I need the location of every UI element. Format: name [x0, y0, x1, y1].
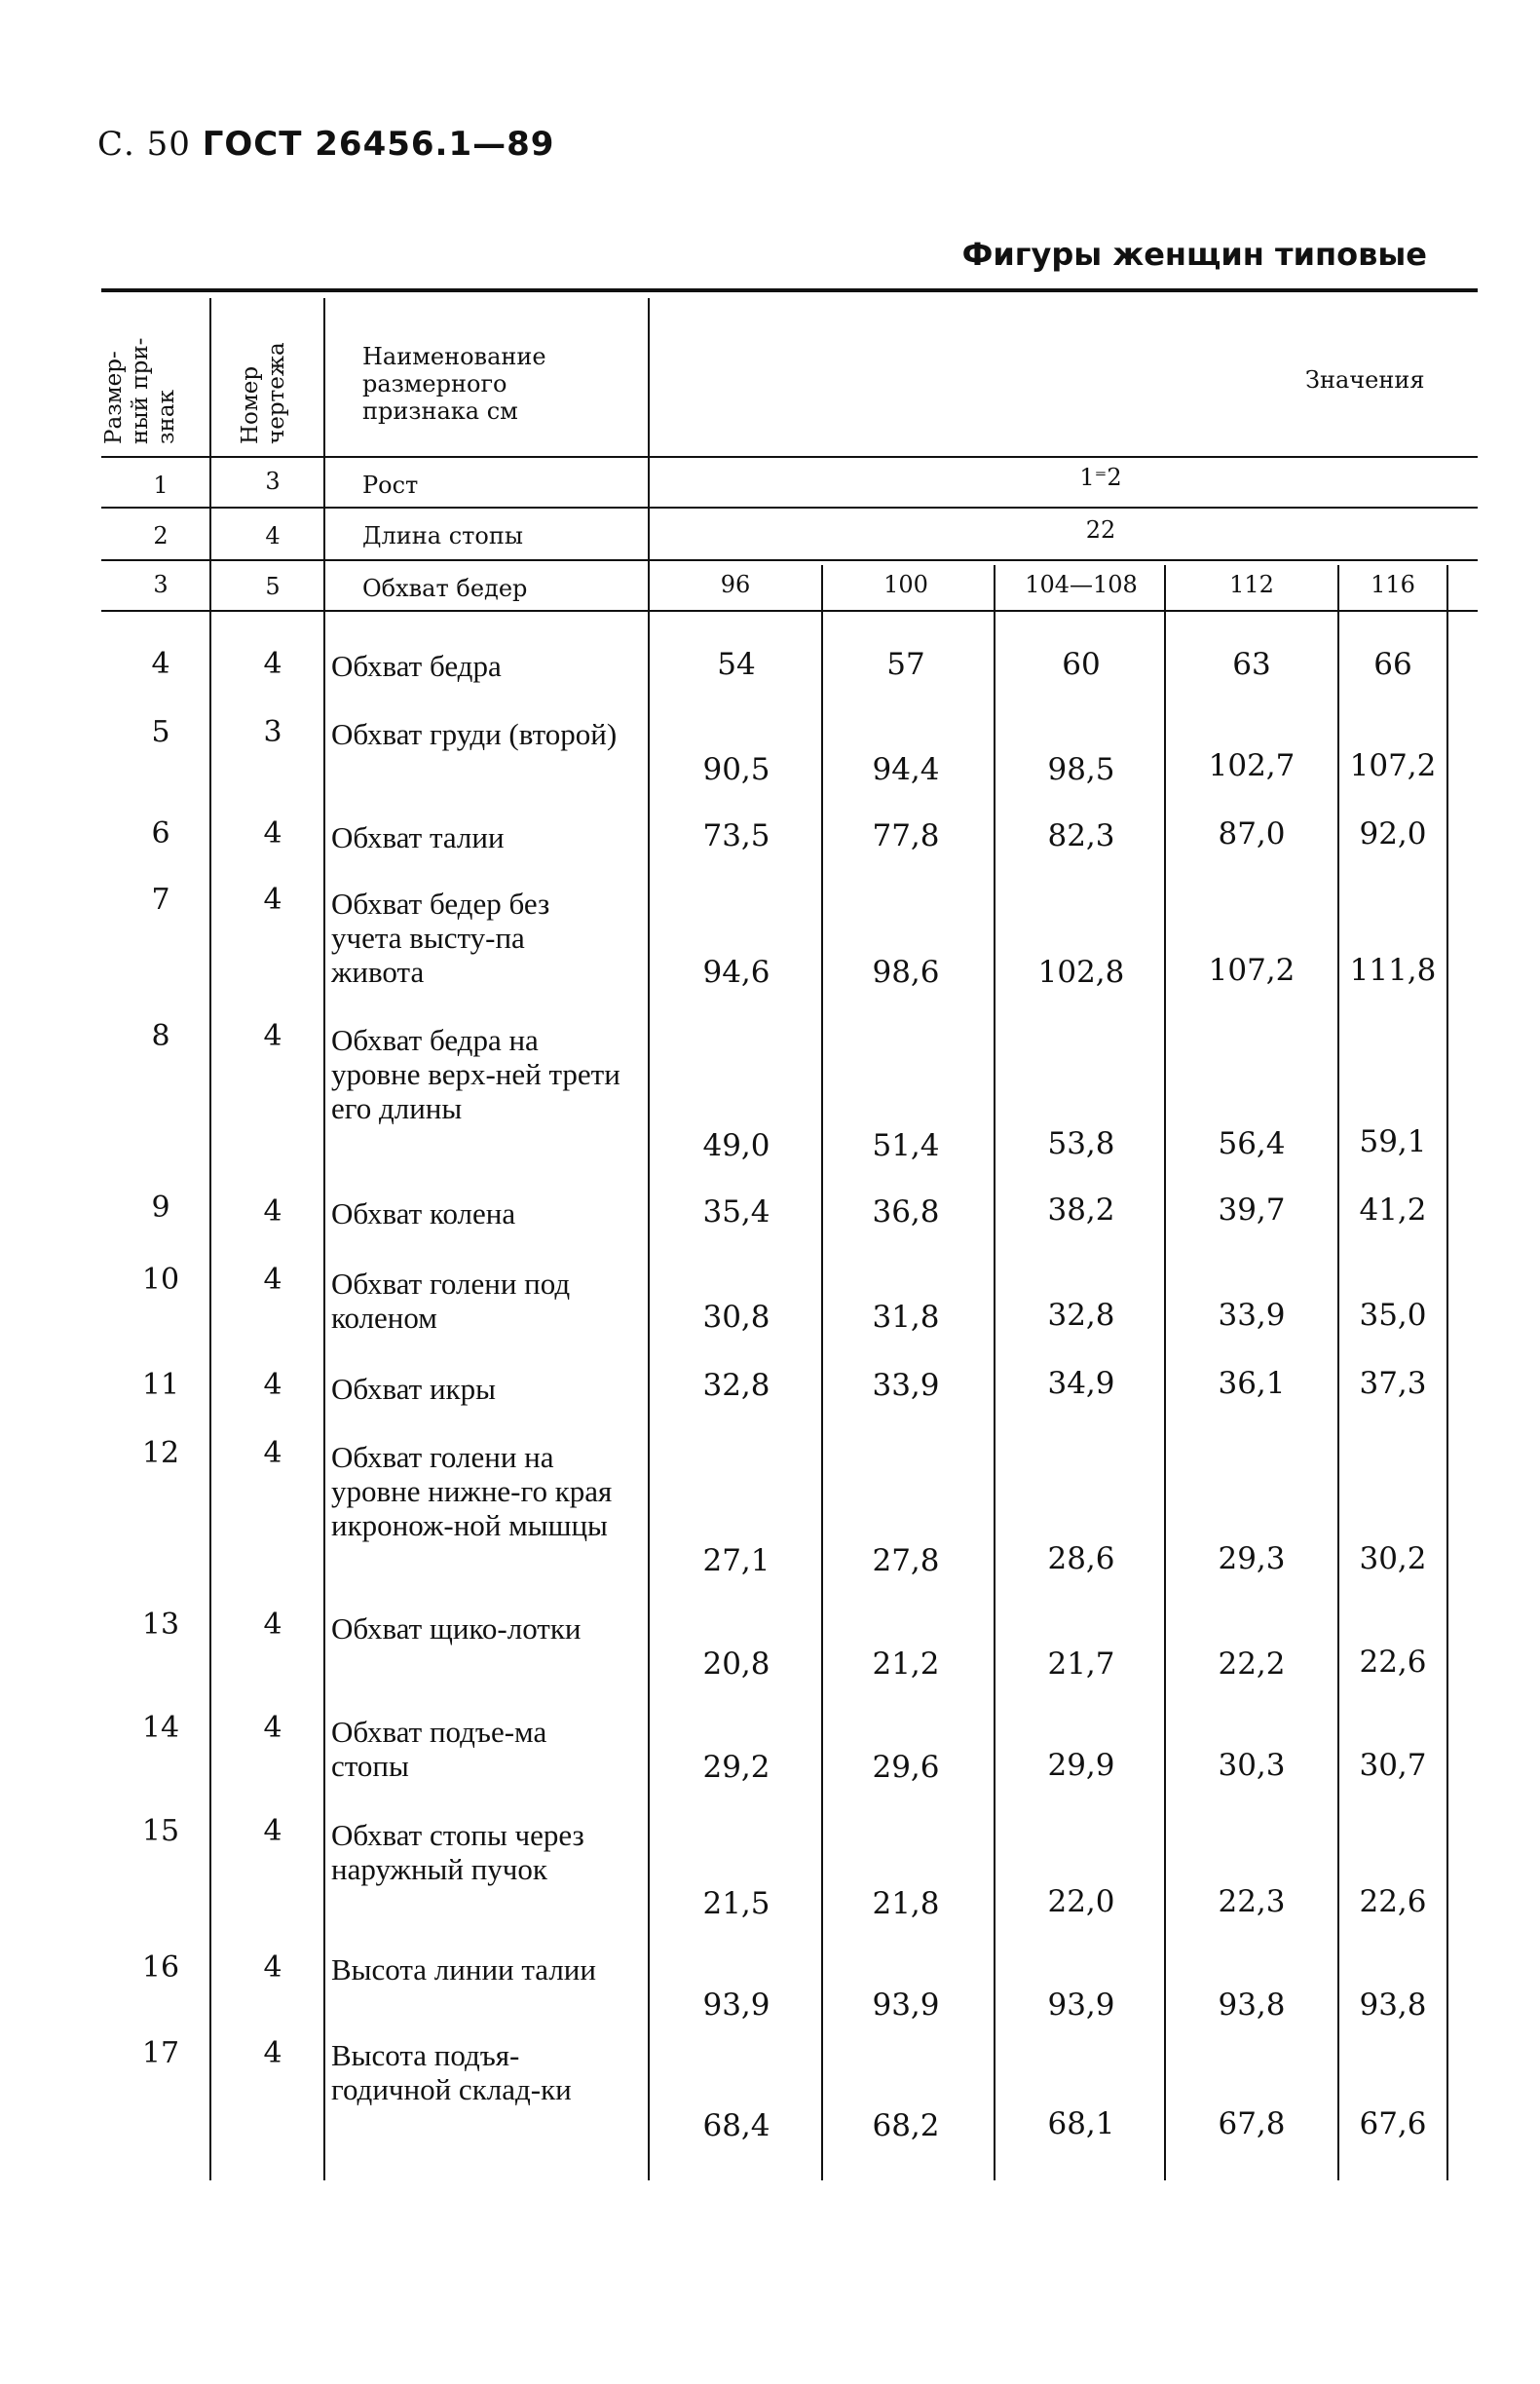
table-row-name: Обхват стопы через наружный пучок — [331, 1818, 584, 1886]
row1-bottom-rule — [101, 507, 1478, 509]
table-row-drawing: 4 — [263, 1814, 282, 1848]
table-cell: 22,2 — [1218, 1646, 1286, 1682]
row2-num: 2 — [153, 522, 169, 549]
table-cell: 68,1 — [1047, 2106, 1115, 2141]
table-cell: 68,2 — [872, 2108, 940, 2143]
table-row-num: 9 — [151, 1191, 170, 1225]
table-row-num: 10 — [141, 1263, 180, 1297]
table-cell: 90,5 — [702, 752, 770, 787]
table-row-num: 4 — [151, 647, 170, 681]
page-number: С. 50 — [97, 125, 191, 164]
table-cell: 41,2 — [1359, 1192, 1427, 1228]
section-title: Фигуры женщин типовые — [961, 236, 1427, 273]
table-cell: 33,9 — [872, 1368, 940, 1403]
table-cell: 21,2 — [872, 1646, 940, 1682]
row2-drawing: 4 — [265, 522, 281, 549]
table-cell: 29,2 — [702, 1750, 770, 1785]
table-cell: 93,8 — [1359, 1987, 1427, 2023]
size-col-5: 116 — [1371, 571, 1415, 598]
table-row-name: Обхват талии — [331, 820, 505, 854]
row1-name: Рост — [362, 472, 419, 499]
header-col1: Размер-ный при-знак — [101, 337, 179, 444]
size-col-4: 112 — [1229, 571, 1274, 598]
table-cell: 22,0 — [1047, 1884, 1115, 1919]
table-cell: 93,8 — [1218, 1987, 1286, 2023]
table-cell: 77,8 — [872, 818, 940, 853]
table-row-name: Обхват икры — [331, 1372, 496, 1406]
table-cell: 87,0 — [1218, 816, 1286, 851]
size-col-1: 96 — [720, 571, 751, 598]
table-cell: 111,8 — [1349, 953, 1437, 988]
table-row-name: Обхват голени на уровне нижне-го края икронож-ной мышцы — [331, 1440, 613, 1542]
table-cell: 60 — [1062, 647, 1101, 682]
table-row-drawing: 4 — [263, 1608, 282, 1642]
table-cell: 67,8 — [1218, 2106, 1286, 2141]
header-col3: Наименование размерного признака см — [362, 343, 546, 425]
table-cell: 92,0 — [1359, 816, 1427, 851]
table-cell: 21,7 — [1047, 1646, 1115, 1682]
table-cell: 66 — [1373, 647, 1412, 682]
table-cell: 32,8 — [702, 1368, 770, 1403]
table-row-name: Обхват бедер без учета высту-па живота — [331, 887, 550, 989]
col-sep-3 — [648, 298, 650, 2180]
table-row-name: Высота подъя-годичной склад-ки — [331, 2038, 572, 2106]
table-top-rule — [101, 288, 1478, 292]
table-row-num: 6 — [151, 816, 170, 851]
table-row-name: Обхват голени под коленом — [331, 1267, 571, 1335]
table-cell: 29,6 — [872, 1750, 940, 1785]
table-cell: 32,8 — [1047, 1298, 1115, 1333]
table-row-drawing: 4 — [263, 1019, 282, 1053]
table-row-num: 15 — [141, 1814, 180, 1848]
table-cell: 21,8 — [872, 1886, 940, 1921]
table-cell: 30,2 — [1359, 1541, 1427, 1576]
row3-num: 3 — [153, 571, 169, 598]
table-row-drawing: 4 — [263, 1950, 282, 1985]
header-col2: Номер чертежа — [238, 342, 289, 444]
table-cell: 31,8 — [872, 1300, 940, 1335]
table-row-drawing: 4 — [263, 2036, 282, 2070]
table-cell: 94,6 — [702, 955, 770, 990]
table-cell: 56,4 — [1218, 1126, 1286, 1161]
table-cell: 107,2 — [1208, 953, 1296, 988]
table-row-num: 13 — [141, 1608, 180, 1642]
row2-value: 22 — [1085, 516, 1116, 544]
table-row-num: 11 — [141, 1368, 180, 1402]
table-row-name: Обхват подъе-ма стопы — [331, 1715, 547, 1783]
table-cell: 30,3 — [1218, 1748, 1286, 1783]
table-cell: 93,9 — [872, 1987, 940, 2023]
table-cell: 67,6 — [1359, 2106, 1427, 2141]
table-row-name: Обхват бедра на уровне верх-ней трети его длины — [331, 1023, 620, 1125]
table-row-name: Обхват груди (второй) — [331, 717, 618, 751]
table-cell: 35,0 — [1359, 1298, 1427, 1333]
table-cell: 20,8 — [702, 1646, 770, 1682]
table-row-drawing: 4 — [263, 1711, 282, 1745]
table-row-num: 14 — [141, 1711, 180, 1745]
table-cell: 39,7 — [1218, 1192, 1286, 1228]
table-cell: 53,8 — [1047, 1126, 1115, 1161]
table-cell: 63 — [1232, 647, 1271, 682]
table-row-drawing: 4 — [263, 647, 282, 681]
row3-name: Обхват бедер — [362, 575, 528, 602]
table-row-name: Обхват колена — [331, 1196, 516, 1230]
table-row-drawing: 4 — [263, 1368, 282, 1402]
table-row-name: Обхват бедра — [331, 649, 502, 683]
table-row-name: Высота линии талии — [331, 1952, 596, 1987]
table-cell: 35,4 — [702, 1194, 770, 1230]
row1-value: 1⁼2 — [1079, 464, 1122, 491]
table-cell: 59,1 — [1359, 1124, 1427, 1159]
table-cell: 107,2 — [1349, 748, 1437, 783]
table-row-drawing: 4 — [263, 1436, 282, 1470]
standard-number: ГОСТ 26456.1—89 — [202, 125, 555, 164]
table-row-num: 17 — [141, 2036, 180, 2070]
table-cell: 36,8 — [872, 1194, 940, 1230]
table-cell: 102,8 — [1037, 955, 1125, 990]
table-cell: 49,0 — [702, 1128, 770, 1163]
table-cell: 98,5 — [1047, 752, 1115, 787]
table-cell: 27,1 — [702, 1543, 770, 1578]
row1-drawing: 3 — [265, 468, 281, 495]
table-row-num: 8 — [151, 1019, 170, 1053]
table-cell: 37,3 — [1359, 1366, 1427, 1401]
header-bottom-rule — [101, 456, 1478, 458]
table-cell: 30,7 — [1359, 1748, 1427, 1783]
table-cell: 29,3 — [1218, 1541, 1286, 1576]
table-row-num: 5 — [151, 715, 170, 749]
table-cell: 51,4 — [872, 1128, 940, 1163]
table-cell: 33,9 — [1218, 1298, 1286, 1333]
table-cell: 30,8 — [702, 1300, 770, 1335]
row2-name: Длина стопы — [362, 522, 523, 549]
table-cell: 54 — [717, 647, 756, 682]
table-cell: 102,7 — [1208, 748, 1296, 783]
table-cell: 21,5 — [702, 1886, 770, 1921]
table-cell: 34,9 — [1047, 1366, 1115, 1401]
table-cell: 29,9 — [1047, 1748, 1115, 1783]
row3-bottom-rule — [101, 610, 1478, 612]
table-row-name: Обхват щико-лотки — [331, 1611, 582, 1646]
col-sep-6 — [1164, 565, 1166, 2180]
row2-bottom-rule — [101, 559, 1478, 561]
table-cell: 22,3 — [1218, 1884, 1286, 1919]
table-cell: 57 — [886, 647, 925, 682]
table-row-num: 12 — [141, 1436, 180, 1470]
table-row-drawing: 4 — [263, 883, 282, 917]
page-header — [97, 125, 554, 164]
table-cell: 36,1 — [1218, 1366, 1286, 1401]
table-row-drawing: 4 — [263, 1194, 282, 1229]
table-row-drawing: 3 — [263, 715, 282, 749]
table-cell: 93,9 — [702, 1987, 770, 2023]
col-sep-5 — [994, 565, 995, 2180]
table-cell: 93,9 — [1047, 1987, 1115, 2023]
table-cell: 27,8 — [872, 1543, 940, 1578]
col-sep-4 — [821, 565, 823, 2180]
row3-drawing: 5 — [265, 573, 281, 600]
table-cell: 22,6 — [1359, 1884, 1427, 1919]
header-values: Значения — [1305, 366, 1425, 394]
table-cell: 94,4 — [872, 752, 940, 787]
table-cell: 82,3 — [1047, 818, 1115, 853]
table-row-num: 7 — [151, 883, 170, 917]
table-cell: 38,2 — [1047, 1192, 1115, 1228]
table-row-num: 16 — [141, 1950, 180, 1985]
table-cell: 68,4 — [702, 2108, 770, 2143]
table-cell: 22,6 — [1359, 1645, 1427, 1680]
table-row-drawing: 4 — [263, 1263, 282, 1297]
table-cell: 98,6 — [872, 955, 940, 990]
size-col-3: 104—108 — [1025, 571, 1138, 598]
size-col-2: 100 — [883, 571, 928, 598]
table-cell: 73,5 — [702, 818, 770, 853]
table-row-drawing: 4 — [263, 816, 282, 851]
row1-num: 1 — [153, 472, 169, 499]
table-cell: 28,6 — [1047, 1541, 1115, 1576]
